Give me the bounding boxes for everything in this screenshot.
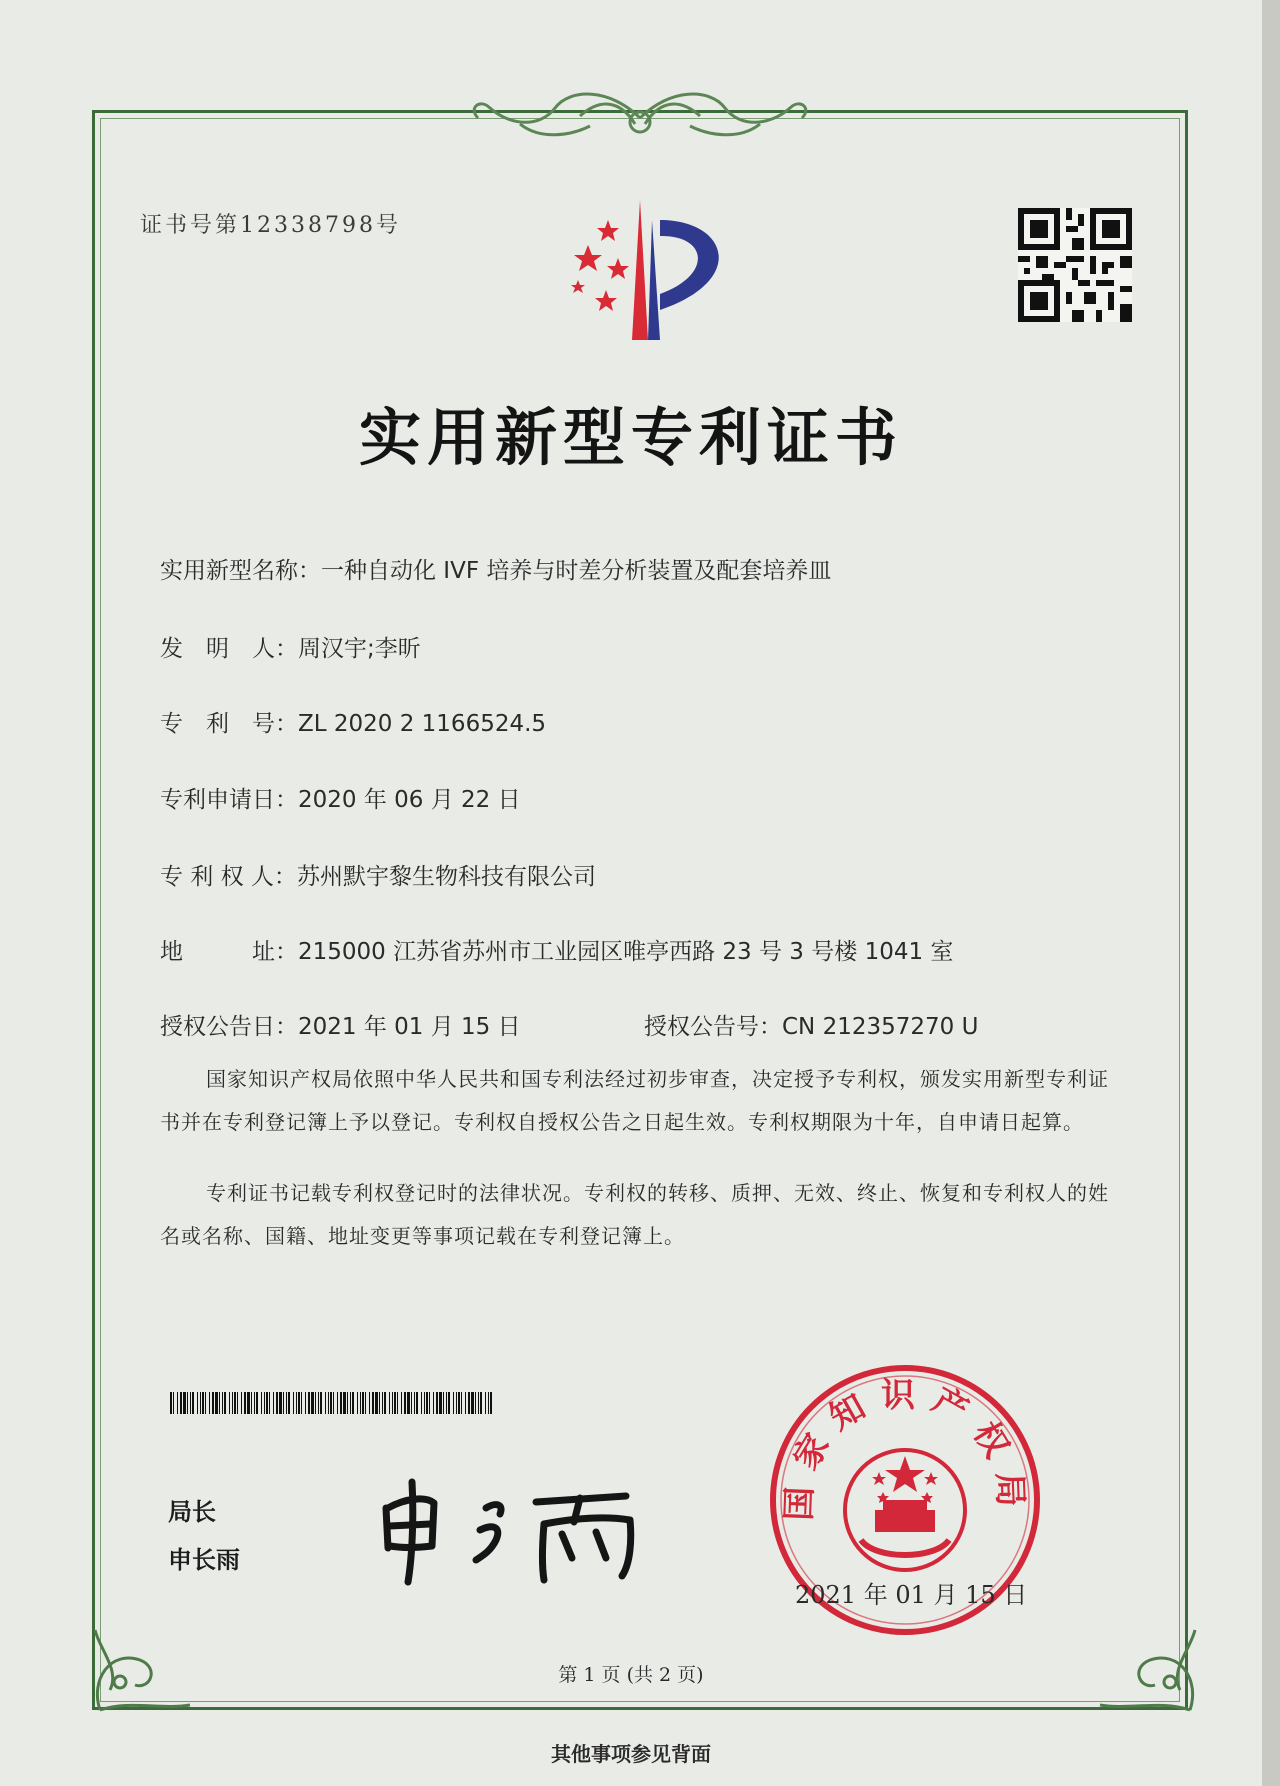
- address-row: [160, 933, 953, 966]
- page-indicator: 第 1 页 (共 2 页): [558, 1664, 704, 1686]
- filing-date-value: 2020 年 06 月 22 日: [298, 787, 521, 813]
- grant-number-row: [644, 1008, 978, 1041]
- inventor-label: 发 明 人：: [160, 636, 298, 662]
- back-note: 其他事项参见背面: [551, 1742, 711, 1766]
- legal-paragraph-1: 国家知识产权局依照中华人民共和国专利法经过初步审查，决定授予专利权，颁发实用新型专利证书并在专利登记簿上予以登记。专利权自授权公告之日起生效。专利权期限为十年，自申请日起算。: [160, 1067, 1109, 1134]
- patentee-label: 专 利 权 人：: [160, 864, 297, 890]
- address-value: 215000 江苏省苏州市工业园区唯亭西路 23 号 3 号楼 1041 室: [298, 939, 954, 965]
- patentee-value: 苏州默宇黎生物科技有限公司: [296, 864, 596, 890]
- qr-code: [1018, 208, 1132, 322]
- barcode: [170, 1392, 492, 1414]
- filing-date-row: [160, 781, 521, 814]
- cnipa-logo-icon: [548, 190, 748, 340]
- patent-number-value: ZL 2020 2 1166524.5: [298, 711, 547, 737]
- filing-date-label: 专利申请日：: [160, 787, 298, 813]
- director-name: 申长雨: [168, 1546, 240, 1574]
- patent-number-label: 专 利 号：: [160, 711, 298, 737]
- grant-number-value: CN 212357270 U: [782, 1014, 979, 1040]
- utility-model-name-row: [160, 552, 831, 585]
- grant-number-label: 授权公告号：: [644, 1014, 782, 1040]
- name-value: 一种自动化 IVF 培养与时差分析装置及配套培养皿: [321, 558, 832, 584]
- director-signature: [376, 1468, 656, 1588]
- seal-text: 国家知识产权局: [779, 1375, 1031, 1522]
- grant-date-row: [160, 1008, 521, 1041]
- page-edge-shadow: [1262, 0, 1280, 1786]
- address-label: 地 址：: [160, 939, 298, 965]
- seal-date: 2021 年 01 月 15 日: [795, 1581, 1028, 1609]
- certificate-number: 证书号第12338798号: [140, 213, 401, 238]
- certificate-title: 实用新型专利证书: [358, 401, 903, 474]
- grant-date-value: 2021 年 01 月 15 日: [298, 1014, 521, 1040]
- grant-date-label: 授权公告日：: [160, 1014, 298, 1040]
- legal-paragraph-2: 专利证书记载专利权登记时的法律状况。专利权的转移、质押、无效、终止、恢复和专利权人的姓名或名称、国籍、地址变更等事项记载在专利登记簿上。: [160, 1181, 1109, 1248]
- name-label: 实用新型名称：: [160, 558, 321, 584]
- national-emblem-icon: [845, 1450, 965, 1570]
- top-ornament: [460, 78, 820, 146]
- inventor-row: [160, 630, 421, 663]
- director-title: 局长: [168, 1498, 216, 1526]
- patentee-row: [160, 858, 596, 891]
- patent-number-row: [160, 705, 546, 738]
- inventor-value: 周汉宇;李昕: [298, 636, 421, 662]
